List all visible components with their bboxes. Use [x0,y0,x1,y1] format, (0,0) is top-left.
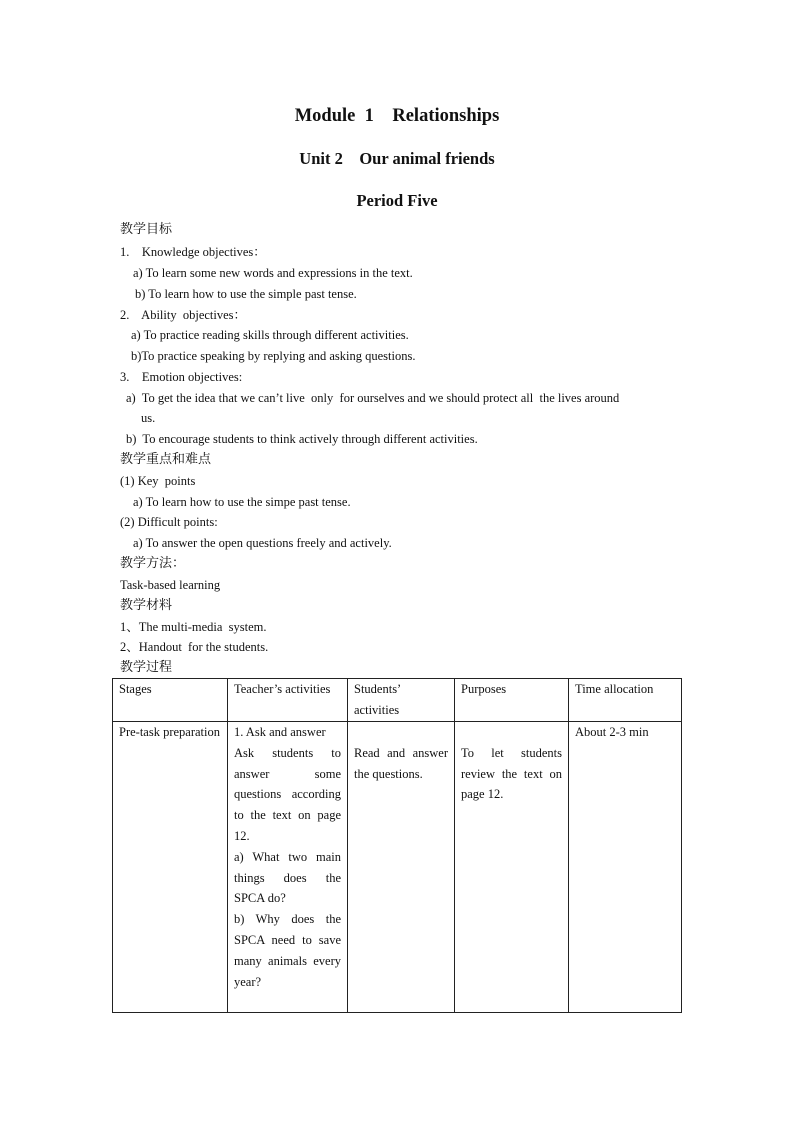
cell-purposes: To let students review the text on page 12. [455,722,569,1013]
header-stages: Stages [113,679,228,722]
cell-students-activities: Read and answer the questions. [348,722,455,1013]
emotion-objectives-title: 3. Emotion objectives: [120,370,243,384]
materials-heading: 教学材料 [120,598,173,613]
unit-title: Unit 2 Our animal friends [299,149,495,168]
key-points-title: (1) Key points [120,474,196,488]
knowledge-objective-b: b) To learn how to use the simple past tense. [135,287,357,301]
difficult-points-title: (2) Difficult points: [120,515,218,529]
table-row [113,722,682,1013]
header-time-allocation: Time allocation [569,679,682,722]
process-heading: 教学过程 [120,660,173,675]
teacher-activity-title: 1. Ask and answer [234,725,326,739]
ability-objective-a: a) To practice reading skills through different activities. [131,328,409,342]
header-purposes: Purposes [455,679,569,722]
materials-item-2: 2、Handout for the students. [120,640,269,654]
ability-objectives-title: 2. Ability objectives： [120,308,247,322]
table-header-row [113,679,682,722]
cell-stage: Pre-task preparation [113,722,228,1013]
key-points-heading: 教学重点和难点 [120,452,212,467]
objectives-heading: 教学目标 [120,222,173,237]
emotion-objective-b: b) To encourage students to think actively through different activities. [126,432,478,446]
methods-heading: 教学方法： [120,556,186,571]
emotion-objective-a-line1: a) To get the idea that we can’t live only for ourselves and we should protect all the lives around [126,391,620,405]
module-title: Module 1 Relationships [294,106,500,126]
cell-teacher-activities [228,722,348,1013]
methods-value: Task-based learning [120,578,221,592]
emotion-objective-a-line2: us. [141,411,156,425]
materials-item-1: 1、The multi-media system. [120,620,267,634]
cell-time-allocation: About 2-3 min [569,722,682,1013]
teacher-question-b: b) Why does the SPCA need to save many animals every year? [234,912,341,989]
knowledge-objectives-title: 1. Knowledge objectives： [120,245,266,259]
key-point-a: a) To learn how to use the simpe past tense. [133,495,351,509]
ability-objective-b: b)To practice speaking by replying and asking questions. [131,349,416,363]
header-students-activities: Students’ activities [348,679,455,722]
teaching-process-table [112,678,682,1013]
knowledge-objective-a: a) To learn some new words and expressions in the text. [133,266,413,280]
difficult-point-a: a) To answer the open questions freely and actively. [133,536,392,550]
period-title: Period Five [356,191,438,210]
teacher-activity-text: Ask students to answer some questions according to the text on page 12. [234,745,341,843]
header-teacher-activities: Teacher’s activities [228,679,348,722]
teacher-question-a: a) What two main things does the SPCA do? [234,849,341,906]
